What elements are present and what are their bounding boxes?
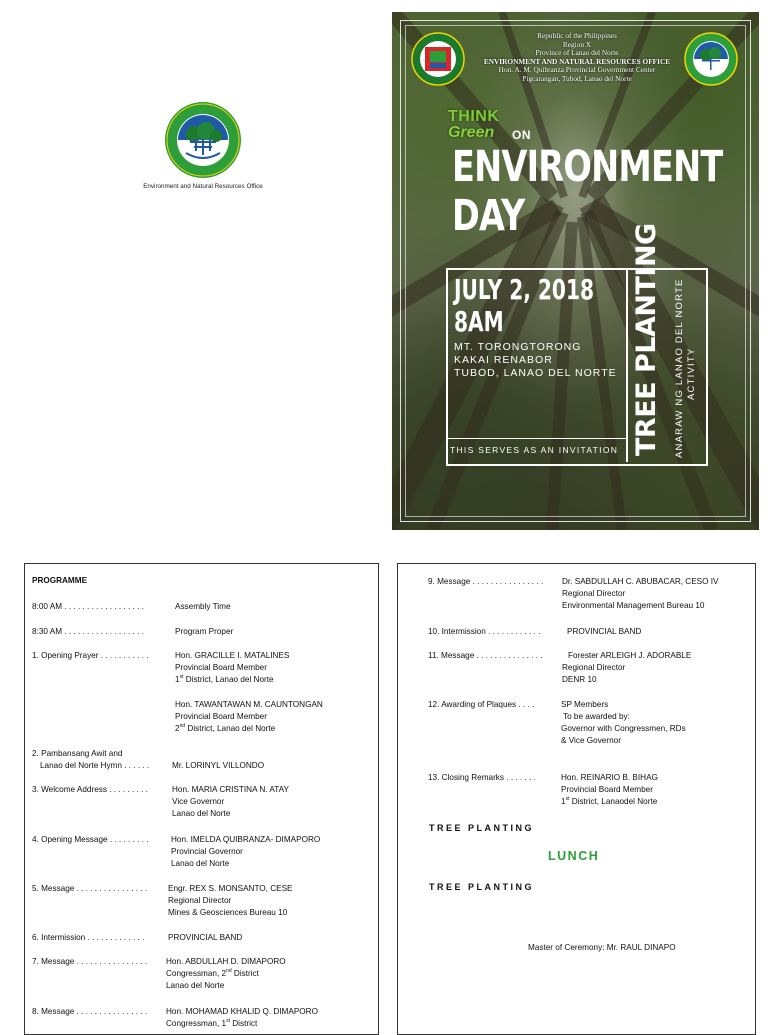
item-detail: Hon. MOHAMAD KHALID Q. DIMAPORO Congressman, 1st District <box>166 1007 318 1028</box>
item-detail: SP Members To be awarded by: Governor with Congressmen, RDs & Vice Governor <box>561 700 686 745</box>
item-label: 13. Closing Remarks . . . . . . . <box>428 773 536 782</box>
item-label: 8. Message . . . . . . . . . . . . . . . . <box>32 1007 148 1016</box>
item-detail: Hon. MARIA CRISTINA N. ATAY Vice Governor Lanao del Norte <box>172 785 289 818</box>
venue-line: MT. TORONGTORONG <box>454 341 582 353</box>
item-detail: Hon. ABDULLAH D. DIMAPORO Congressman, 2nd District Lanao del Norte <box>166 957 286 990</box>
master-of-ceremony: Master of Ceremony: Mr. RAUL DINAPO <box>528 943 676 952</box>
header-line: Region X <box>562 39 592 49</box>
enro-logo <box>164 101 242 179</box>
item-label: 3. Welcome Address . . . . . . . . . <box>32 785 148 794</box>
subtitle-line: ACTIVITY <box>686 347 697 400</box>
programme-heading: PROGRAMME <box>32 576 88 585</box>
item-detail: Dr. SABDULLAH C. ABUBACAR, CESO IV Regional Director Environmental Management Bureau 10 <box>562 577 719 610</box>
title-line-1: ENVIRONMENT <box>452 142 723 192</box>
item-detail: PROVINCIAL BAND <box>168 933 243 942</box>
item-detail: Mr. LORINYL VILLONDO <box>172 761 265 770</box>
event-time: 8AM <box>454 305 504 338</box>
tree-planting-vertical: TREE PLANTING <box>631 223 662 456</box>
item-detail: Forester ARLEIGH J. ADORABLE Regional Director DENR 10 <box>562 651 692 684</box>
item-label: 5. Message . . . . . . . . . . . . . . . . <box>32 884 148 893</box>
item-label: 7. Message . . . . . . . . . . . . . . . . <box>32 957 148 966</box>
poster-header <box>462 32 692 83</box>
think-green-logo <box>448 104 558 144</box>
province-seal <box>411 32 465 86</box>
item-label: 12. Awarding of Plaques . . . . <box>428 700 535 709</box>
think-text: THINK <box>448 108 500 125</box>
item-detail: Assembly Time <box>175 602 231 611</box>
item-label: 9. Message . . . . . . . . . . . . . . . . <box>428 577 544 586</box>
lunch-label: LUNCH <box>548 849 600 863</box>
item-label: 4. Opening Message . . . . . . . . . <box>32 835 149 844</box>
on-text: ON <box>512 128 531 142</box>
item-detail: PROVINCIAL BAND <box>567 627 642 636</box>
header-line: Pigcarangan, Tubod, Lanao del Norte <box>522 73 632 83</box>
item-detail: Engr. REX S. MONSANTO, CESE Regional Director Mines & Geosciences Bureau 10 <box>168 884 293 917</box>
green-text: Green <box>448 124 495 141</box>
item-detail: Program Proper <box>175 627 234 636</box>
header-line: Province of Lanao del Norte <box>535 48 619 57</box>
environment-day-poster <box>392 12 759 530</box>
item-detail: Hon. GRACILLE I. MATALINES Provincial Board Member 1st District, Lanao del Norte Hon. TAWANTAWAN M. CAUNTONGAN Provincial Board Member 2nd District, Lanao del Norte <box>175 651 323 733</box>
enro-seal <box>684 32 738 86</box>
invitation-note: THIS SERVES AS AN INVITATION <box>450 445 619 455</box>
item-detail: Hon. REINARIO B. BIHAG Provincial Board Member 1st District, Lanaodel Norte <box>561 773 658 806</box>
item-label: 2. Pambansang Awit and <box>32 749 123 758</box>
title-line-2: DAY <box>452 191 525 241</box>
tree-planting-label: TREE PLANTING <box>429 823 535 833</box>
event-venue <box>454 341 617 380</box>
subtitle-line: ANARAW NG LANAO DEL NORTE <box>674 278 685 458</box>
item-label: 8:30 AM . . . . . . . . . . . . . . . . . . <box>32 627 144 636</box>
venue-line: TUBOD, LANAO DEL NORTE <box>454 367 617 379</box>
event-title <box>452 143 722 241</box>
tree-planting-label: TREE PLANTING <box>429 882 535 892</box>
invite-divider <box>446 438 626 439</box>
header-line: Hon. A. M. Quibranza Provincial Government Center <box>498 65 656 74</box>
event-date-time <box>454 274 594 338</box>
item-label: 10. Intermission . . . . . . . . . . . . <box>428 627 541 636</box>
venue-line: KAKAI RENABOR <box>454 354 553 366</box>
event-date: JULY 2, 2018 <box>454 273 595 306</box>
header-line: Republic of the Philippines <box>537 31 617 40</box>
activity-subtitle <box>674 278 698 458</box>
item-label: 11. Message . . . . . . . . . . . . . . . <box>428 651 543 660</box>
info-divider <box>626 268 628 462</box>
item-label: 1. Opening Prayer . . . . . . . . . . . <box>32 651 149 660</box>
item-label: 6. Intermission . . . . . . . . . . . . . <box>32 933 145 942</box>
item-detail: Hon. IMELDA QUIBRANZA- DIMAPORO Provincial Governor Lanao del Norte <box>171 835 321 868</box>
header-line: ENVIRONMENT AND NATURAL RESOURCES OFFICE <box>483 56 671 66</box>
item-label: 8:00 AM . . . . . . . . . . . . . . . . . . <box>32 602 144 611</box>
office-caption: Environment and Natural Resources Office <box>143 183 263 190</box>
item-label: Lanao del Norte Hymn . . . . . . <box>40 761 150 770</box>
